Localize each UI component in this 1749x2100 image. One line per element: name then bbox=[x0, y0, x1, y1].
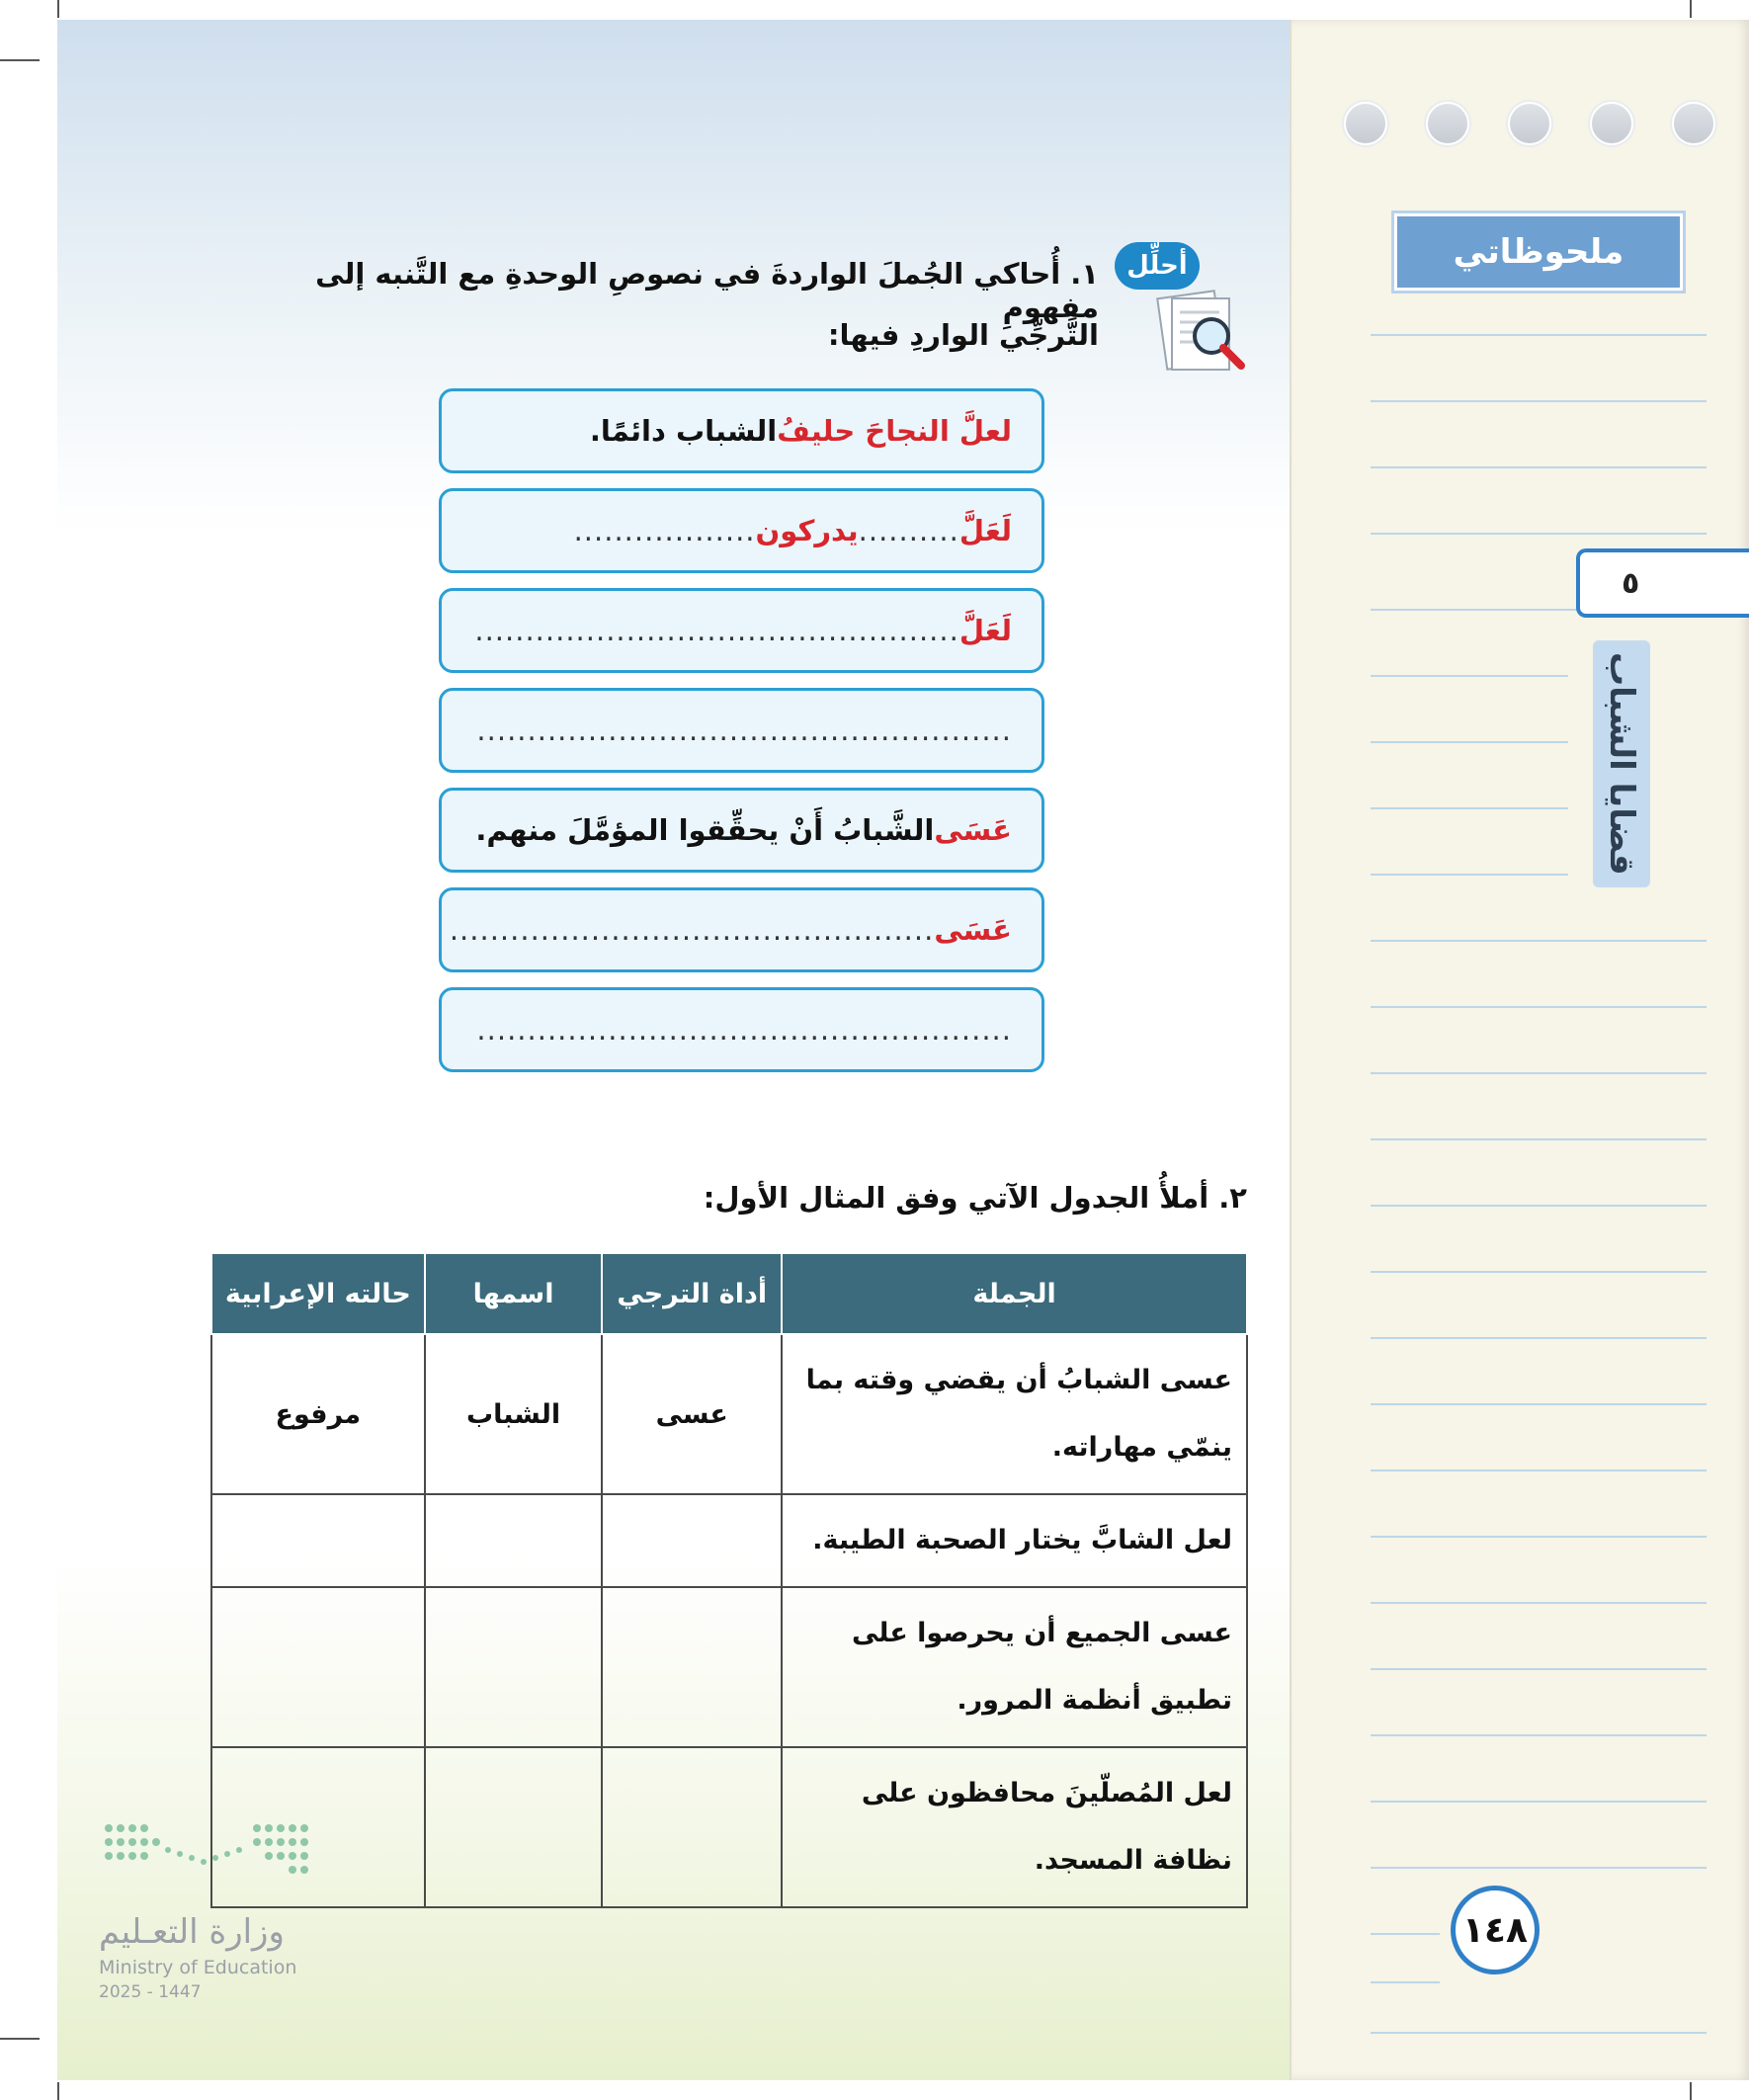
noun-cell[interactable] bbox=[425, 1494, 603, 1587]
crop-mark bbox=[57, 0, 59, 18]
notes-line bbox=[1371, 741, 1568, 743]
example1-highlight: لعلَّ النجاحَ حليفُ bbox=[777, 414, 1012, 448]
unit-number: ٥ bbox=[1576, 548, 1749, 618]
table-row bbox=[211, 1334, 1247, 1494]
crop-mark bbox=[57, 2082, 59, 2100]
exercise1-prompt-line1: ١. أُحاكي الجُملَ الواردةَ في نصوصِ الوحدةِ مع التَّنبه إلى مفهومِ bbox=[315, 257, 1099, 324]
notes-line bbox=[1371, 334, 1707, 336]
notes-line bbox=[1371, 1981, 1440, 1983]
noun-cell: الشباب bbox=[425, 1334, 603, 1494]
edition-year: 2025 - 1447 bbox=[99, 1982, 202, 2002]
crop-mark bbox=[1690, 0, 1692, 18]
ministry-name-arabic: وزارة التعـليم bbox=[99, 1912, 285, 1952]
answer1-blank-end: .................. bbox=[573, 514, 756, 547]
answer-box-2[interactable] bbox=[439, 588, 1044, 673]
notes-line bbox=[1371, 1403, 1707, 1405]
case-cell[interactable] bbox=[211, 1587, 425, 1747]
answer1-verb: يدركون bbox=[755, 514, 859, 547]
tool-cell: عسى bbox=[602, 1334, 782, 1494]
answer3-blank: ..................................................... bbox=[476, 714, 1012, 747]
answer-box-5[interactable] bbox=[439, 987, 1044, 1072]
table-row bbox=[211, 1747, 1247, 1907]
answer-box-3[interactable] bbox=[439, 688, 1044, 773]
header-sentence: الجملة bbox=[782, 1253, 1247, 1334]
case-cell[interactable] bbox=[211, 1494, 425, 1587]
notes-line bbox=[1371, 400, 1707, 402]
ministry-logo-icon bbox=[99, 1818, 316, 1897]
tool-cell[interactable] bbox=[602, 1747, 782, 1907]
example2-highlight: عَسَى bbox=[934, 813, 1012, 847]
notes-line bbox=[1371, 1006, 1707, 1008]
notes-line bbox=[1371, 807, 1568, 809]
notes-line bbox=[1371, 1072, 1707, 1074]
binder-ring bbox=[1426, 102, 1469, 145]
notes-line bbox=[1371, 675, 1568, 677]
ministry-name-english: Ministry of Education bbox=[99, 1957, 297, 1978]
example2-rest: الشَّبابُ أَنْ يحقِّقوا المؤمَّلَ منهم. bbox=[475, 813, 935, 847]
table-row bbox=[211, 1587, 1247, 1747]
crop-mark bbox=[0, 2038, 40, 2040]
notes-line bbox=[1371, 1271, 1707, 1273]
answer4-blank: ................................................ bbox=[449, 913, 935, 947]
example1-rest: الشباب دائمًا. bbox=[589, 414, 778, 448]
example-sentence-2 bbox=[439, 788, 1044, 873]
notes-panel bbox=[1290, 20, 1749, 2080]
noun-cell[interactable] bbox=[425, 1587, 603, 1747]
binder-ring bbox=[1344, 102, 1387, 145]
exercise2-prompt: ٢. أملأُ الجدول الآتي وفق المثال الأول: bbox=[703, 1181, 1247, 1215]
exercise1-prompt-line2: التَّرجِّي الواردِ فيها: bbox=[827, 318, 1099, 352]
notes-line bbox=[1371, 1337, 1707, 1339]
binder-ring bbox=[1508, 102, 1551, 145]
notes-line bbox=[1371, 1734, 1707, 1736]
notes-title: ملحوظاتي bbox=[1394, 213, 1683, 291]
answer-box-1[interactable] bbox=[439, 488, 1044, 573]
answer1-blank: .......... bbox=[858, 514, 959, 547]
table-row bbox=[211, 1494, 1247, 1587]
crop-mark bbox=[1690, 2082, 1692, 2100]
notes-line bbox=[1371, 940, 1707, 942]
notes-line bbox=[1371, 874, 1568, 876]
sentence-cell: لعل المُصلّينَ محافظون على نظافة المسجد. bbox=[782, 1747, 1247, 1907]
noun-cell[interactable] bbox=[425, 1747, 603, 1907]
unit-title-tab bbox=[1593, 640, 1650, 887]
header-case: حالته الإعرابية bbox=[211, 1253, 425, 1334]
binder-ring bbox=[1672, 102, 1715, 145]
notes-line bbox=[1371, 1933, 1440, 1935]
notes-line bbox=[1371, 609, 1608, 611]
exercise2-table bbox=[210, 1252, 1248, 1908]
header-noun: اسمها bbox=[425, 1253, 603, 1334]
header-tool: أداة الترجي bbox=[602, 1253, 782, 1334]
notes-line bbox=[1371, 1668, 1707, 1670]
tool-cell[interactable] bbox=[602, 1494, 782, 1587]
notes-line bbox=[1371, 1470, 1707, 1471]
answer1-red-word: لَعَلَّ bbox=[958, 514, 1012, 547]
tool-cell[interactable] bbox=[602, 1587, 782, 1747]
page-number: ١٤٨ bbox=[1451, 1886, 1540, 1974]
answer2-blank: ................................................ bbox=[474, 614, 959, 647]
sentence-cell: لعل الشابَّ يختار الصحبة الطيبة. bbox=[782, 1494, 1247, 1587]
binder-ring bbox=[1590, 102, 1633, 145]
notes-line bbox=[1371, 1602, 1707, 1604]
analyze-badge: أحلِّل bbox=[1115, 242, 1200, 290]
notes-line bbox=[1371, 1536, 1707, 1538]
case-cell: مرفوع bbox=[211, 1334, 425, 1494]
sentence-cell: عسى الشبابُ أن يقضي وقته بما ينمّي مهاراته. bbox=[782, 1334, 1247, 1494]
answer2-red-word: لَعَلَّ bbox=[958, 614, 1012, 647]
answer-box-4[interactable] bbox=[439, 887, 1044, 972]
notes-line bbox=[1371, 1801, 1707, 1803]
notes-line bbox=[1371, 1138, 1707, 1140]
example-sentence-1 bbox=[439, 388, 1044, 473]
crop-mark bbox=[0, 59, 40, 61]
notes-line bbox=[1371, 533, 1707, 535]
magnifier-document-icon bbox=[1154, 289, 1253, 378]
sentence-cell: عسى الجميع أن يحرصوا على تطبيق أنظمة المرور. bbox=[782, 1587, 1247, 1747]
answer5-blank: ..................................................... bbox=[476, 1013, 1012, 1047]
unit-title: قضايا الشباب bbox=[1602, 652, 1641, 876]
notes-line bbox=[1371, 466, 1707, 468]
notes-line bbox=[1371, 1867, 1707, 1869]
answer4-red-word: عَسَى bbox=[934, 913, 1012, 947]
notes-line bbox=[1371, 2032, 1707, 2034]
notes-line bbox=[1371, 1205, 1707, 1207]
